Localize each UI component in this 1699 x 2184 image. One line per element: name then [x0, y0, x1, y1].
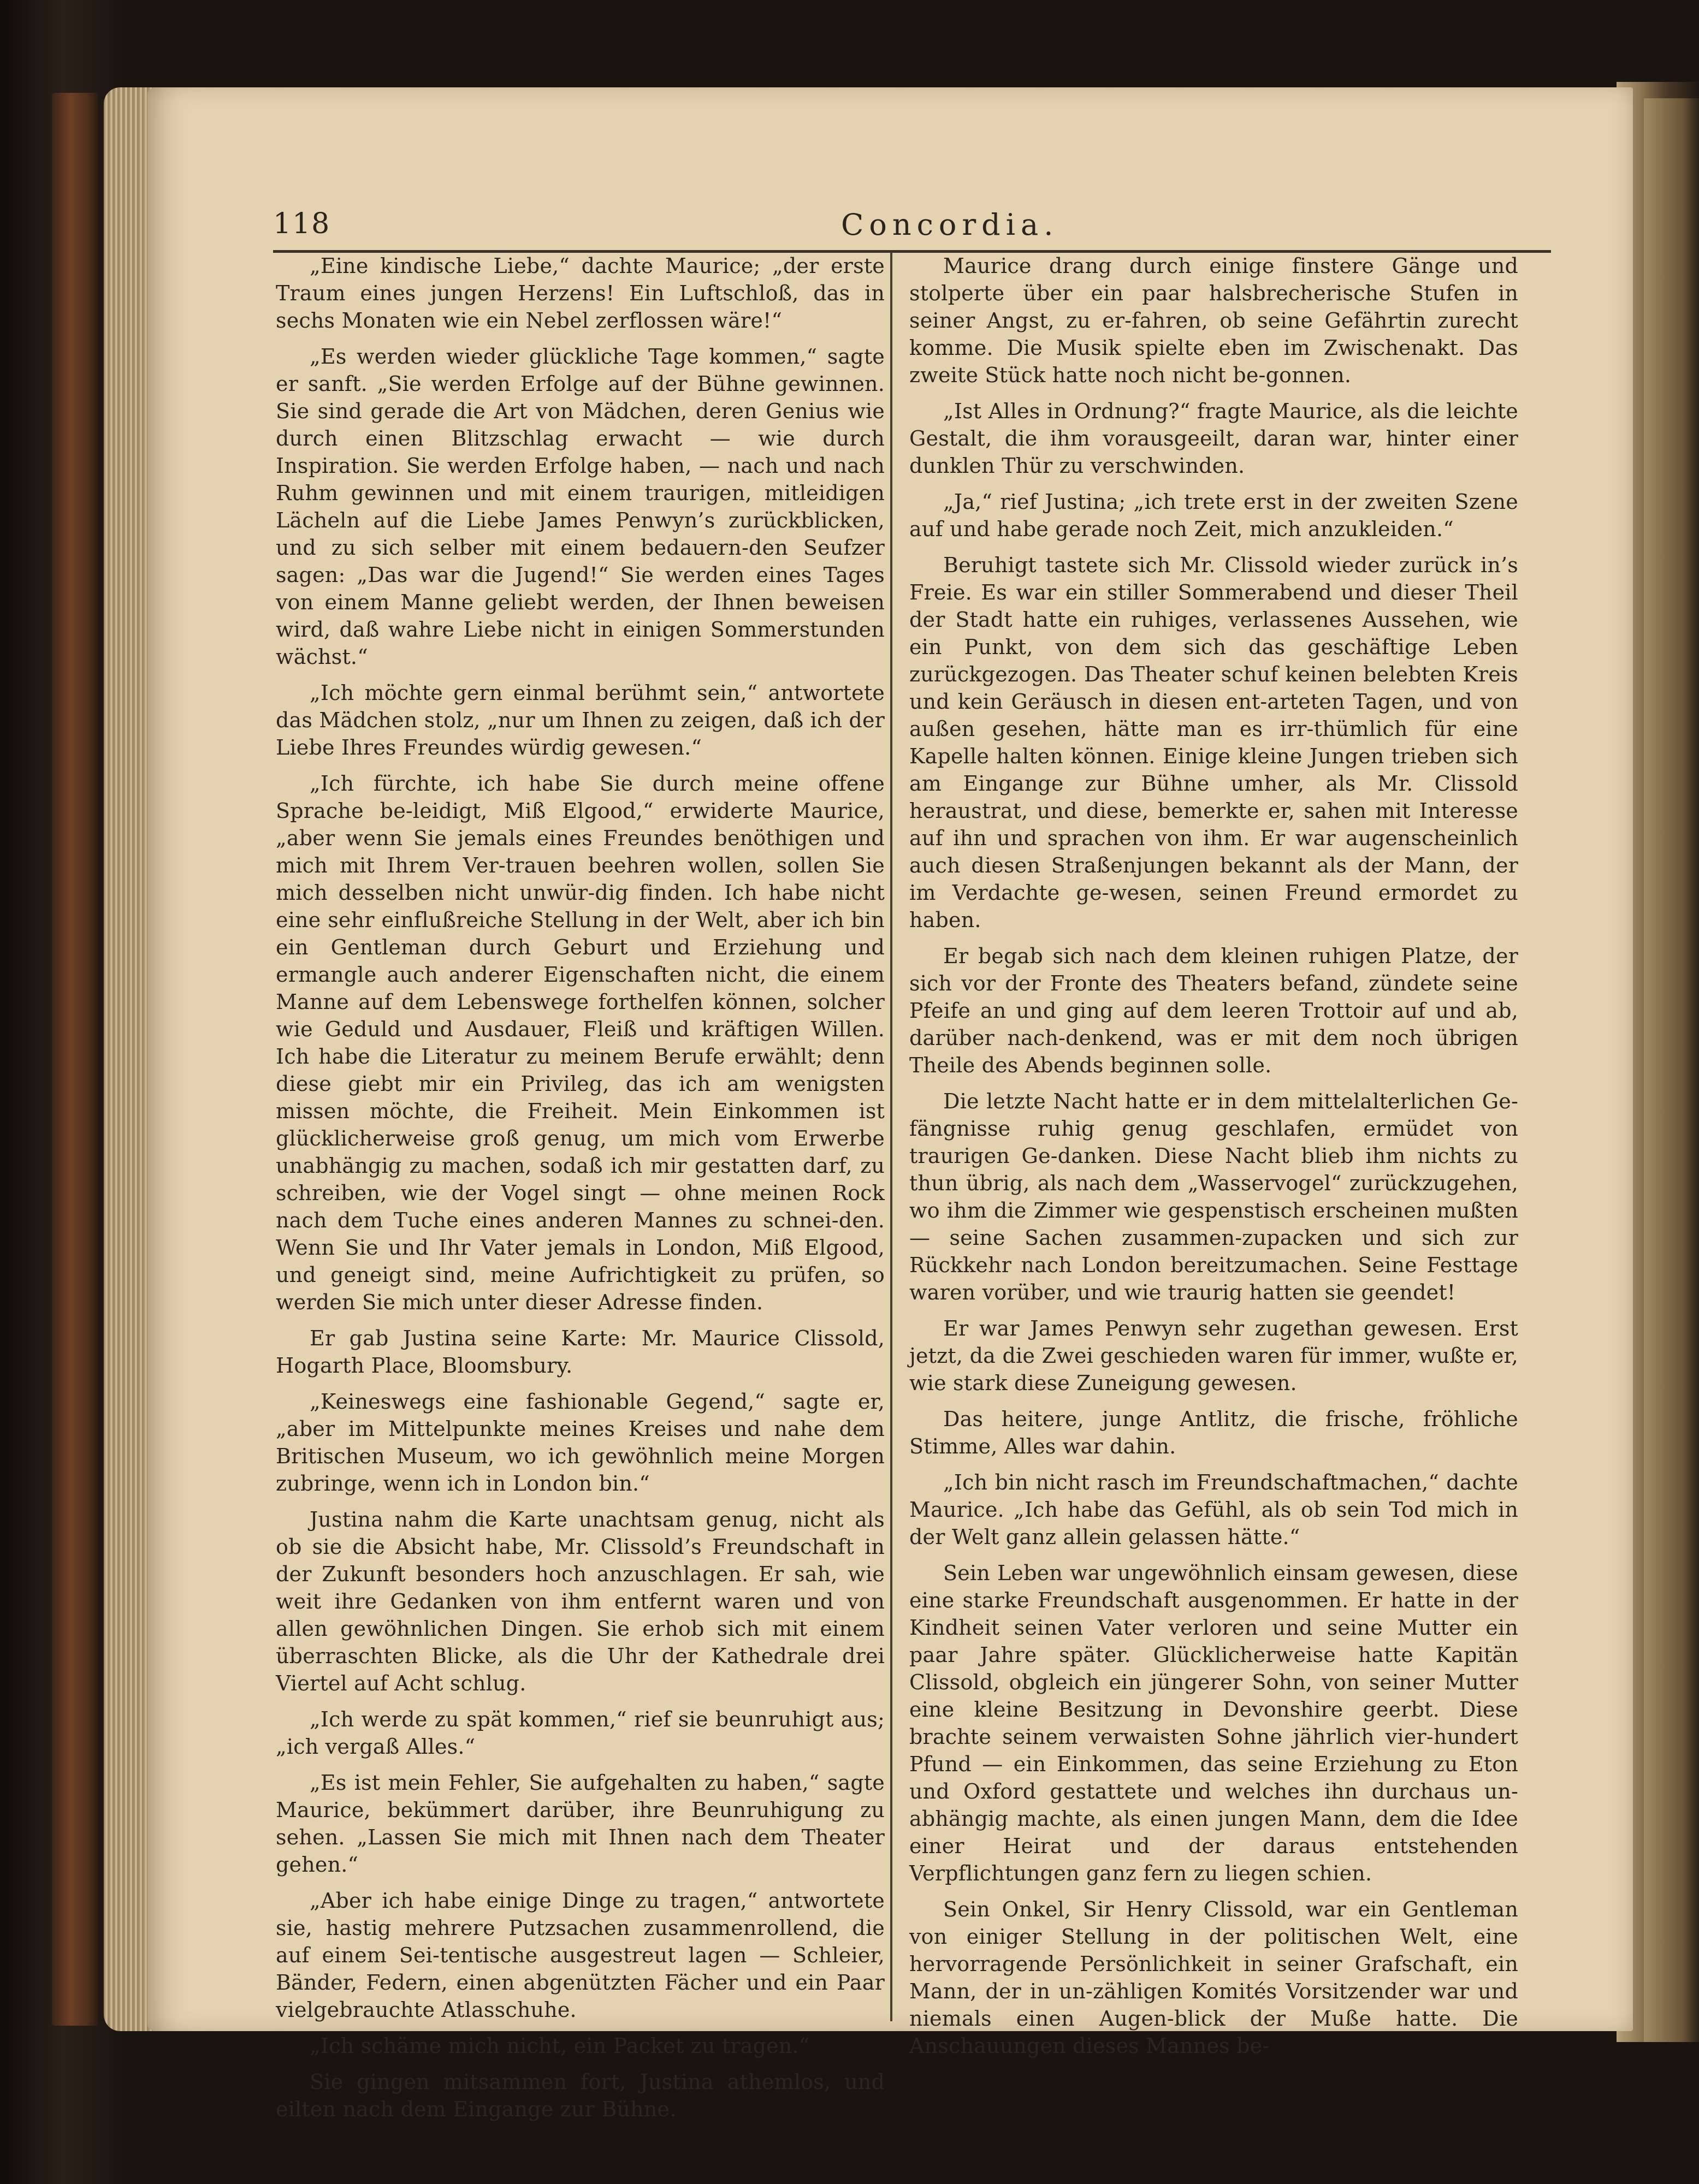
- paragraph: Sein Leben war ungewöhnlich einsam gewesen, diese eine starke Freundschaft ausgenommen. Er hatte in der Kindheit seinen Vater verloren und seine Mutter ein paar Jahre später. Glücklicherweise hatte Kapitän Clissold, obgleich ein jüngerer Sohn, von seiner Mutter eine kleine Besitzung in Devonshire geerbt. Diese brachte seinem verwaisten Sohne jährlich vier-hundert Pfund — ein Einkommen, das seine Erziehung zu Eton und Oxford gestattete und welches ihn durchaus un-abhängig machte, als einen jungen Mann, dem die Idee einer Heirat und der daraus entstehenden Verpflichtungen ganz fern zu liegen schien.: [909, 1561, 1518, 1885]
- paragraph: Maurice drang durch einige finstere Gänge und stolperte über ein paar halsbrecherische Stufen in seiner Angst, zu er-fahren, ob seine Gefährtin zurecht komme. Die Musik spielte eben im Zwischenakt. Das zweite Stück hatte noch nicht be-gonnen.: [909, 254, 1518, 387]
- paragraph: „Ist Alles in Ordnung?“ fragte Maurice, als die leichte Gestalt, die ihm vorausgeeilt, daran war, hinter einer dunklen Thür zu verschwinden.: [909, 399, 1518, 478]
- running-title: Concordia.: [841, 207, 1059, 242]
- paragraph: Er gab Justina seine Karte: Mr. Maurice Clissold, Hogarth Place, Bloomsbury.: [276, 1326, 885, 1378]
- spine-leather: [52, 93, 98, 2026]
- facing-page-edge: [1644, 98, 1699, 2042]
- paragraph: „Ich möchte gern einmal berühmt sein,“ antwortete das Mädchen stolz, „nur um Ihnen zu zeigen, daß ich der Liebe Ihres Freundes würdig gewesen.“: [276, 681, 885, 759]
- paragraph: Beruhigt tastete sich Mr. Clissold wieder zurück in’s Freie. Es war ein stiller Sommerabend und dieser Theil der Stadt hatte ein ruhiges, verlassenes Aussehen, wie ein Punkt, von dem sich das geschäftige Leben zurückgezogen. Das Theater schuf keinen belebten Kreis und kein Geräusch in diesen ent-arteten Tagen, und von außen gesehen, hätte man es irr-thümlich für eine Kapelle halten können. Einige kleine Jungen trieben sich am Eingange zur Bühne umher, als Mr. Clissold heraustrat, und diese, bemerkte er, sahen mit Interesse auf ihn und sprachen von ihm. Er war augenscheinlich auch diesen Straßenjungen bekannt als der Mann, der im Verdachte ge-wesen, seinen Freund ermordet zu haben.: [909, 553, 1518, 932]
- column-rule: [890, 252, 892, 2021]
- paragraph: Sein Onkel, Sir Henry Clissold, war ein Gentleman von einiger Stellung in der politischen Welt, eine hervorragende Persönlichkeit in seiner Grafschaft, ein Mann, der in un-zähligen Komités Vorsitzender war und niemals einen Augen-blick der Muße hatte. Die Anschauungen dieses Mannes be-: [909, 1897, 1518, 2058]
- paragraph: Er begab sich nach dem kleinen ruhigen Platze, der sich vor der Fronte des Theaters befand, zündete seine Pfeife an und ging auf dem leeren Trottoir auf und ab, darüber nach-denkend, was er mit dem noch übrigen Theile des Abends beginnen solle.: [909, 944, 1518, 1077]
- paragraph: „Eine kindische Liebe,“ dachte Maurice; „der erste Traum eines jungen Herzens! Ein Luftschloß, das in sechs Monaten wie ein Nebel zerflossen wäre!“: [276, 254, 885, 333]
- right-column: [909, 252, 1518, 2058]
- paragraph: „Ja,“ rief Justina; „ich trete erst in der zweiten Szene auf und habe gerade noch Zeit, mich anzukleiden.“: [909, 490, 1518, 541]
- paragraph: „Ich werde zu spät kommen,“ rief sie beunruhigt aus; „ich vergaß Alles.“: [276, 1707, 885, 1759]
- paragraph: „Aber ich habe einige Dinge zu tragen,“ antwortete sie, hastig mehrere Putzsachen zusammenrollend, die auf einem Sei-tentische ausgestreut lagen — Schleier, Bänder, Federn, einen abgenützten Fächer und ein Paar vielgebrauchte Atlasschuhe.: [276, 1889, 885, 2022]
- page-header: [273, 207, 1551, 246]
- left-column: [276, 252, 885, 2121]
- paragraph: „Ich bin nicht rasch im Freundschaftmachen,“ dachte Maurice. „Ich habe das Gefühl, als ob sein Tod mich in der Welt ganz allein gelassen hätte.“: [909, 1470, 1518, 1549]
- paragraph: Justina nahm die Karte unachtsam genug, nicht als ob sie die Absicht habe, Mr. Clissold’s Freundschaft in der Zukunft besonders hoch anzuschlagen. Er sah, wie weit ihre Gedanken von ihm entfernt waren und von allen gewöhnlichen Dingen. Sie erhob sich mit einem überraschten Blicke, als die Uhr der Kathedrale drei Viertel auf Acht schlug.: [276, 1508, 885, 1695]
- paragraph: Sie gingen mitsammen fort, Justina athemlos, und eilten nach dem Eingange zur Bühne.: [276, 2070, 885, 2121]
- paragraph: „Ich fürchte, ich habe Sie durch meine offene Sprache be-leidigt, Miß Elgood,“ erwiderte Maurice, „aber wenn Sie jemals eines Freundes benöthigen und mich mit Ihrem Ver-trauen beehren wollen, sollen Sie mich desselben nicht unwür-dig finden. Ich habe nicht eine sehr einflußreiche Stellung in der Welt, aber ich bin ein Gentleman durch Geburt und Erziehung und ermangle auch anderer Eigenschaften nicht, die einem Manne auf dem Lebenswege forthelfen können, solcher wie Geduld und Ausdauer, Fleiß und kräftigen Willen. Ich habe die Literatur zu meinem Berufe erwählt; denn diese giebt mir ein Privileg, das ich am wenigsten missen möchte, die Freiheit. Mein Einkommen ist glücklicherweise groß genug, um mich vom Erwerbe unabhängig zu machen, sodaß ich mir gestatten darf, zu schreiben, wie der Vogel singt — ohne meinen Rock nach dem Tuche eines anderen Mannes zu schnei-den. Wenn Sie und Ihr Vater jemals in London, Miß Elgood, und geneigt sind, meine Aufrichtigkeit zu prüfen, so werden Sie mich unter dieser Adresse finden.: [276, 771, 885, 1314]
- paragraph: „Es ist mein Fehler, Sie aufgehalten zu haben,“ sagte Maurice, bekümmert darüber, ihre Beunruhigung zu sehen. „Lassen Sie mich mit Ihnen nach dem Theater gehen.“: [276, 1771, 885, 1877]
- paragraph: „Keineswegs eine fashionable Gegend,“ sagte er, „aber im Mittelpunkte meines Kreises und nahe dem Britischen Museum, wo ich gewöhnlich meine Morgen zubringe, wenn ich in London bin.“: [276, 1390, 885, 1495]
- paragraph: „Es werden wieder glückliche Tage kommen,“ sagte er sanft. „Sie werden Erfolge auf der Bühne gewinnen. Sie sind gerade die Art von Mädchen, deren Genius wie durch einen Blitzschlag erwacht — wie durch Inspiration. Sie werden Erfolge haben, — nach und nach Ruhm gewinnen und mit einem traurigen, mitleidigen Lächeln auf die Liebe James Penwyn’s zurückblicken, und zu sich selber mit einem bedauern-den Seufzer sagen: „Das war die Jugend!“ Sie werden eines Tages von einem Manne geliebt werden, der Ihnen beweisen wird, daß wahre Liebe nicht in einigen Sommerstunden wächst.“: [276, 345, 885, 669]
- paragraph: „Ich schäme mich nicht, ein Packet zu tragen.“: [310, 2034, 810, 2058]
- paragraph: Die letzte Nacht hatte er in dem mittelalterlichen Ge-fängnisse ruhig genug geschlafen, ermüdet von traurigen Ge-danken. Diese Nacht blieb ihm nichts zu thun übrig, als nach dem „Wasservogel“ zurückzugehen, wo ihm die Zimmer wie gespenstisch erscheinen mußten — seine Sachen zusammen-zupacken und sich zur Rückkehr nach London bereitzumachen. Seine Festtage waren vorüber, und wie traurig hatten sie geendet!: [909, 1089, 1518, 1304]
- paragraph: Das heitere, junge Antlitz, die frische, fröhliche Stimme, Alles war dahin.: [909, 1407, 1518, 1458]
- page-number: 118: [273, 207, 331, 240]
- paragraph: Er war James Penwyn sehr zugethan gewesen. Erst jetzt, da die Zwei geschieden waren für immer, wußte er, wie stark diese Zuneigung gewesen.: [909, 1316, 1518, 1395]
